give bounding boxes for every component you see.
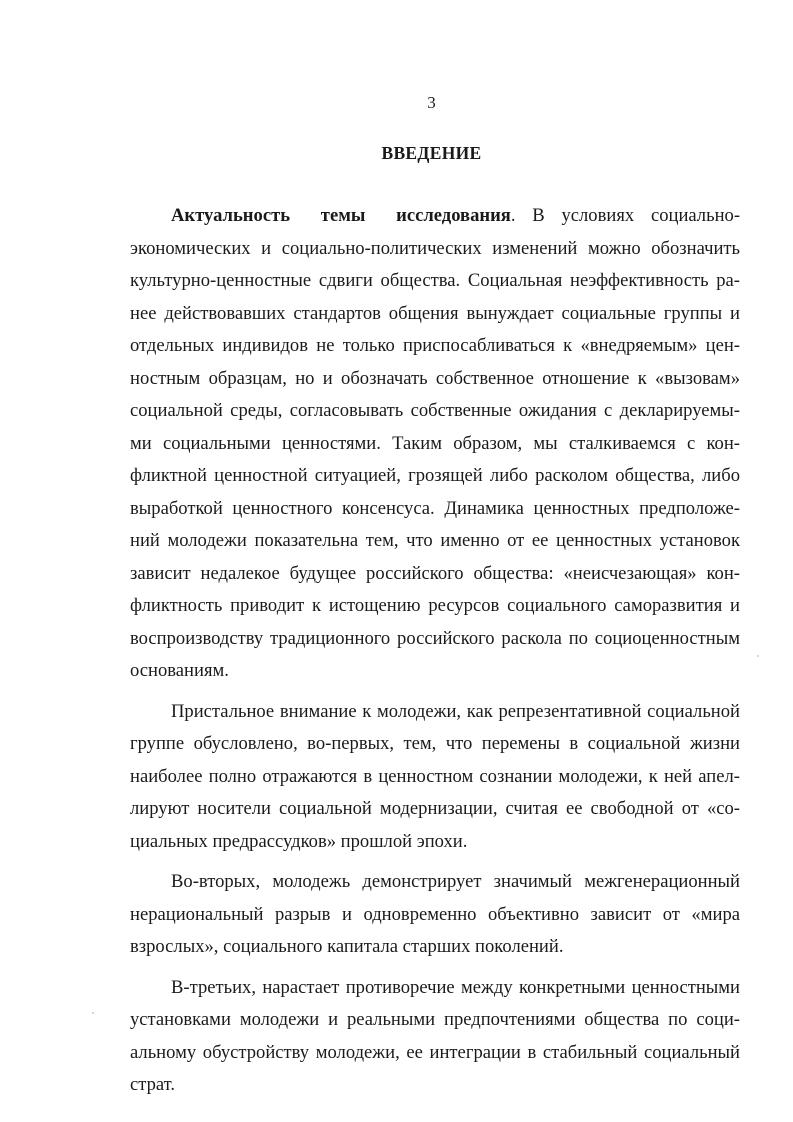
text-line: Во-вторых, молодежь демонстрирует значимый межгенерационный <box>171 871 740 892</box>
text-line: фликтность приводит к истощению ресурсов социального саморазвития и <box>130 595 740 616</box>
text-line: ний молодежи показательна тем, что именно от ее ценностных установок <box>130 530 740 551</box>
text-line: основаниям. <box>130 660 229 681</box>
scan-speck <box>757 655 759 657</box>
text-line: фликтной ценностной ситуацией, грозящей либо расколом общества, либо <box>130 465 740 486</box>
section-heading: ВВЕДЕНИЕ <box>381 143 482 163</box>
text-line: экономических и социально-политических изменений можно обозначить <box>130 237 740 259</box>
text-line: циальных предрассудков» прошлой эпохи. <box>130 830 468 852</box>
text-line: воспроизводству традиционного российского раскола по социоценностным <box>130 627 740 649</box>
text-line: лируют носители социальной модернизации, считая ее свободной от «со- <box>130 798 740 819</box>
text-line: выработкой ценностного консенсуса. Динамика ценностных предположе- <box>130 497 740 519</box>
text-line: установками молодежи и реальными предпочтениями общества по соци- <box>130 1009 740 1030</box>
text-line: нее действовавших стандартов общения вынуждает социальные группы и <box>130 302 740 324</box>
scan-speck <box>92 1012 94 1014</box>
paragraph-relevance <box>130 200 740 688</box>
text-line: Пристальное внимание к молодежи, как репрезентативной социальной <box>171 700 740 722</box>
text-line: взрослых», социального капитала старших поколений. <box>130 936 564 957</box>
text-line: альному обустройству молодежи, ее интеграции в стабильный социальный <box>130 1041 740 1063</box>
text-line: страт. <box>130 1074 176 1095</box>
paragraph-secondly <box>130 866 740 964</box>
paragraph-thirdly <box>130 972 740 1102</box>
text-line: группе обусловлено, во-первых, тем, что перемены в социальной жизни <box>130 733 740 754</box>
text-line-part: . В условиях социально- <box>510 205 741 226</box>
lead-phrase: Актуальность темы исследования <box>171 205 511 226</box>
text-line: отдельных индивидов не только приспосабливаться к «внедряемым» цен- <box>130 335 740 356</box>
text-line: наиболее полно отражаются в ценностном сознании молодежи, к ней апел- <box>130 765 740 787</box>
text-line: ми социальными ценностями. Таким образом, мы сталкиваемся с кон- <box>130 432 740 454</box>
body-text <box>130 200 740 1110</box>
text-line: В-третьих, нарастает противоречие между конкретными ценностными <box>171 976 740 998</box>
page-number: 3 <box>427 93 436 112</box>
text-line: ностным образцам, но и обозначать собственное отношение к «вызовам» <box>130 367 740 389</box>
text-line: социальной среды, согласовывать собственные ожидания с декларируемы- <box>130 400 740 421</box>
paragraph-attention <box>130 696 740 859</box>
text-line <box>130 200 740 233</box>
text-line: зависит недалекое будущее российского общества: «неисчезающая» кон- <box>130 562 740 584</box>
text-line: культурно-ценностные сдвиги общества. Социальная неэффективность ра- <box>130 270 740 291</box>
text-line: нерациональный разрыв и одновременно объективно зависит от «мира <box>130 903 740 925</box>
